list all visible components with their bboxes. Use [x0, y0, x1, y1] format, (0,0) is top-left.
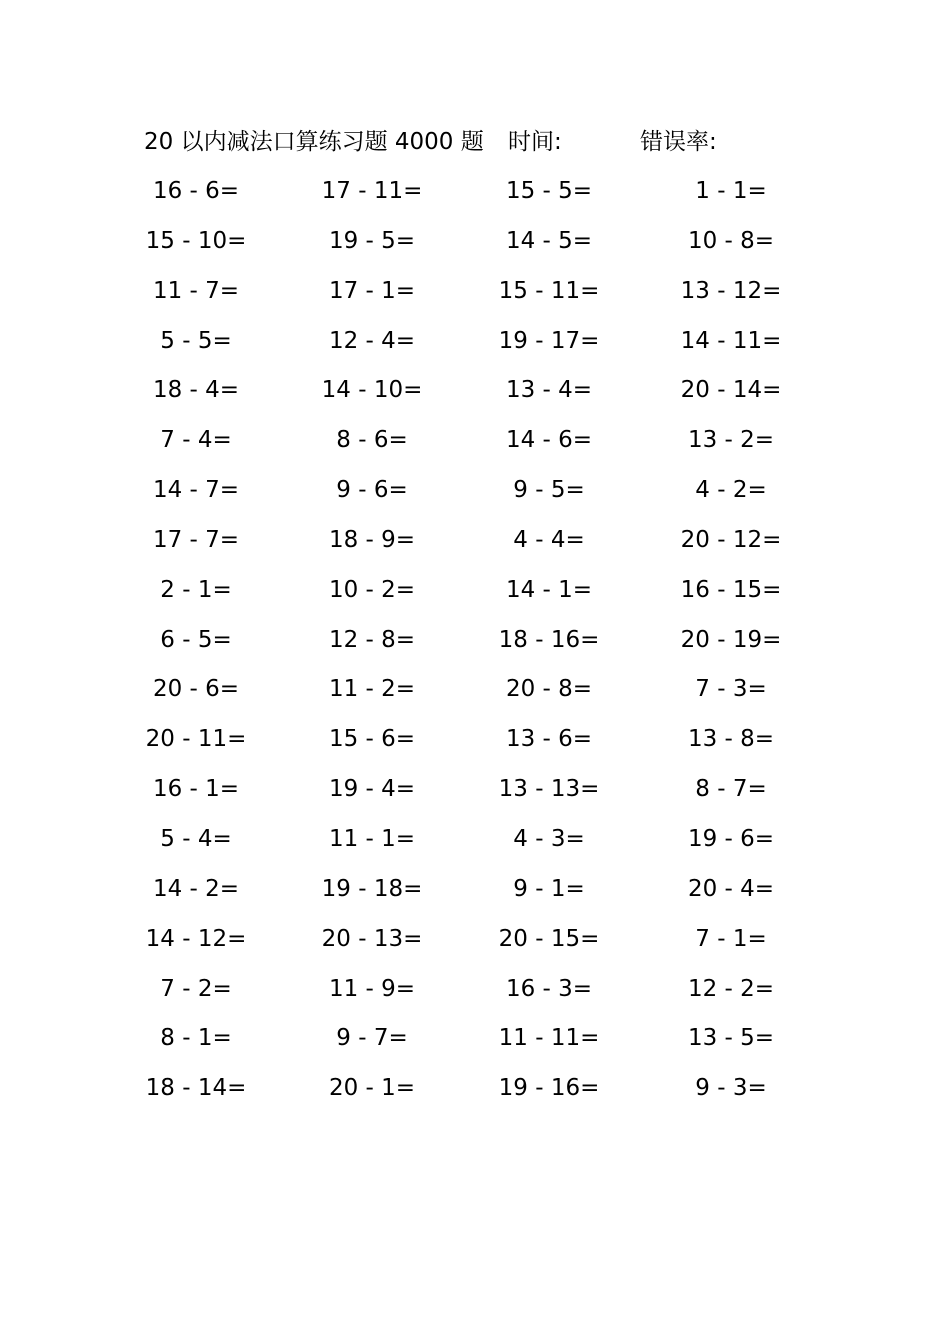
- subtraction-problem: 19 - 17=: [498, 327, 600, 354]
- subtraction-problem: 17 - 7=: [152, 526, 240, 553]
- subtraction-problem: 13 - 12=: [680, 277, 782, 304]
- error-rate-label: 错误率:: [640, 129, 717, 155]
- subtraction-problem: 20 - 19=: [680, 626, 782, 653]
- subtraction-problem: 20 - 14=: [680, 377, 782, 404]
- subtraction-problem: 14 - 6=: [505, 427, 593, 454]
- subtraction-problem: 9 - 1=: [513, 875, 585, 902]
- subtraction-problem: 20 - 12=: [680, 526, 782, 553]
- problem-row: [0, 969, 950, 1019]
- subtraction-problem: 13 - 4=: [505, 377, 593, 404]
- subtraction-problem: 16 - 15=: [680, 576, 782, 603]
- subtraction-problem: 19 - 5=: [328, 227, 416, 254]
- subtraction-problem: 13 - 13=: [498, 776, 600, 803]
- subtraction-problem: 12 - 8=: [328, 626, 416, 653]
- problem-row: [0, 171, 950, 221]
- subtraction-problem: 12 - 4=: [328, 327, 416, 354]
- subtraction-problem: 6 - 5=: [160, 626, 232, 653]
- problem-row: [0, 869, 950, 919]
- problem-row: [0, 769, 950, 819]
- subtraction-problem: 5 - 5=: [160, 327, 232, 354]
- subtraction-problem: 16 - 3=: [505, 975, 593, 1002]
- subtraction-problem: 17 - 11=: [321, 178, 423, 204]
- problem-row: [0, 1018, 950, 1068]
- subtraction-problem: 4 - 4=: [513, 526, 585, 553]
- subtraction-problem: 18 - 4=: [152, 377, 240, 404]
- subtraction-problem: 19 - 4=: [328, 776, 416, 803]
- subtraction-problem: 18 - 16=: [498, 626, 600, 653]
- subtraction-problem: 14 - 11=: [680, 327, 782, 354]
- subtraction-problem: 19 - 6=: [687, 825, 775, 852]
- subtraction-problem: 20 - 11=: [145, 726, 247, 753]
- subtraction-problem: 13 - 8=: [687, 726, 775, 753]
- problem-row: [0, 221, 950, 271]
- problem-grid: [0, 171, 950, 1118]
- problem-row: [0, 669, 950, 719]
- problem-row: [0, 1068, 950, 1118]
- subtraction-problem: 20 - 13=: [321, 925, 423, 952]
- subtraction-problem: 15 - 10=: [145, 227, 247, 254]
- problem-row: [0, 919, 950, 969]
- subtraction-problem: 20 - 15=: [498, 925, 600, 952]
- subtraction-problem: 11 - 2=: [328, 676, 416, 703]
- subtraction-problem: 20 - 6=: [152, 676, 240, 703]
- subtraction-problem: 4 - 3=: [513, 825, 585, 852]
- problem-row: [0, 420, 950, 470]
- subtraction-problem: 14 - 7=: [152, 477, 240, 504]
- subtraction-problem: 19 - 18=: [321, 875, 423, 902]
- subtraction-problem: 7 - 2=: [160, 975, 232, 1002]
- subtraction-problem: 11 - 11=: [498, 1025, 600, 1052]
- subtraction-problem: 7 - 3=: [695, 676, 767, 703]
- subtraction-problem: 18 - 9=: [328, 526, 416, 553]
- problem-row: [0, 370, 950, 420]
- subtraction-problem: 15 - 5=: [505, 178, 593, 204]
- subtraction-problem: 5 - 4=: [160, 825, 232, 852]
- problem-row: [0, 520, 950, 570]
- subtraction-problem: 18 - 14=: [145, 1075, 247, 1102]
- problem-row: [0, 620, 950, 670]
- subtraction-problem: 10 - 2=: [328, 576, 416, 603]
- subtraction-problem: 8 - 6=: [336, 427, 408, 454]
- subtraction-problem: 7 - 1=: [695, 925, 767, 952]
- subtraction-problem: 8 - 1=: [160, 1025, 232, 1052]
- problem-row: [0, 819, 950, 869]
- subtraction-problem: 12 - 2=: [687, 975, 775, 1002]
- subtraction-problem: 9 - 7=: [336, 1025, 408, 1052]
- subtraction-problem: 9 - 5=: [513, 477, 585, 504]
- subtraction-problem: 9 - 6=: [336, 477, 408, 504]
- subtraction-problem: 7 - 4=: [160, 427, 232, 454]
- subtraction-problem: 1 - 1=: [695, 178, 767, 204]
- subtraction-problem: 14 - 2=: [152, 875, 240, 902]
- subtraction-problem: 13 - 5=: [687, 1025, 775, 1052]
- subtraction-problem: 14 - 1=: [505, 576, 593, 603]
- subtraction-problem: 15 - 6=: [328, 726, 416, 753]
- subtraction-problem: 11 - 7=: [152, 277, 240, 304]
- subtraction-problem: 8 - 7=: [695, 776, 767, 803]
- subtraction-problem: 10 - 8=: [687, 227, 775, 254]
- time-label: 时间:: [508, 129, 562, 155]
- problem-row: [0, 470, 950, 520]
- subtraction-problem: 9 - 3=: [695, 1075, 767, 1102]
- subtraction-problem: 11 - 1=: [328, 825, 416, 852]
- subtraction-problem: 16 - 1=: [152, 776, 240, 803]
- subtraction-problem: 19 - 16=: [498, 1075, 600, 1102]
- worksheet-title: 20 以内减法口算练习题 4000 题: [144, 129, 484, 155]
- problem-row: [0, 570, 950, 620]
- subtraction-problem: 11 - 9=: [328, 975, 416, 1002]
- subtraction-problem: 14 - 10=: [321, 377, 423, 404]
- subtraction-problem: 16 - 6=: [152, 178, 240, 204]
- subtraction-problem: 20 - 4=: [687, 875, 775, 902]
- subtraction-problem: 20 - 1=: [328, 1075, 416, 1102]
- worksheet-header: [0, 124, 950, 160]
- subtraction-problem: 20 - 8=: [505, 676, 593, 703]
- subtraction-problem: 14 - 5=: [505, 227, 593, 254]
- problem-row: [0, 719, 950, 769]
- subtraction-problem: 13 - 2=: [687, 427, 775, 454]
- subtraction-problem: 4 - 2=: [695, 477, 767, 504]
- subtraction-problem: 17 - 1=: [328, 277, 416, 304]
- problem-row: [0, 321, 950, 371]
- subtraction-problem: 13 - 6=: [505, 726, 593, 753]
- subtraction-problem: 14 - 12=: [145, 925, 247, 952]
- subtraction-problem: 2 - 1=: [160, 576, 232, 603]
- problem-row: [0, 271, 950, 321]
- subtraction-problem: 15 - 11=: [498, 277, 600, 304]
